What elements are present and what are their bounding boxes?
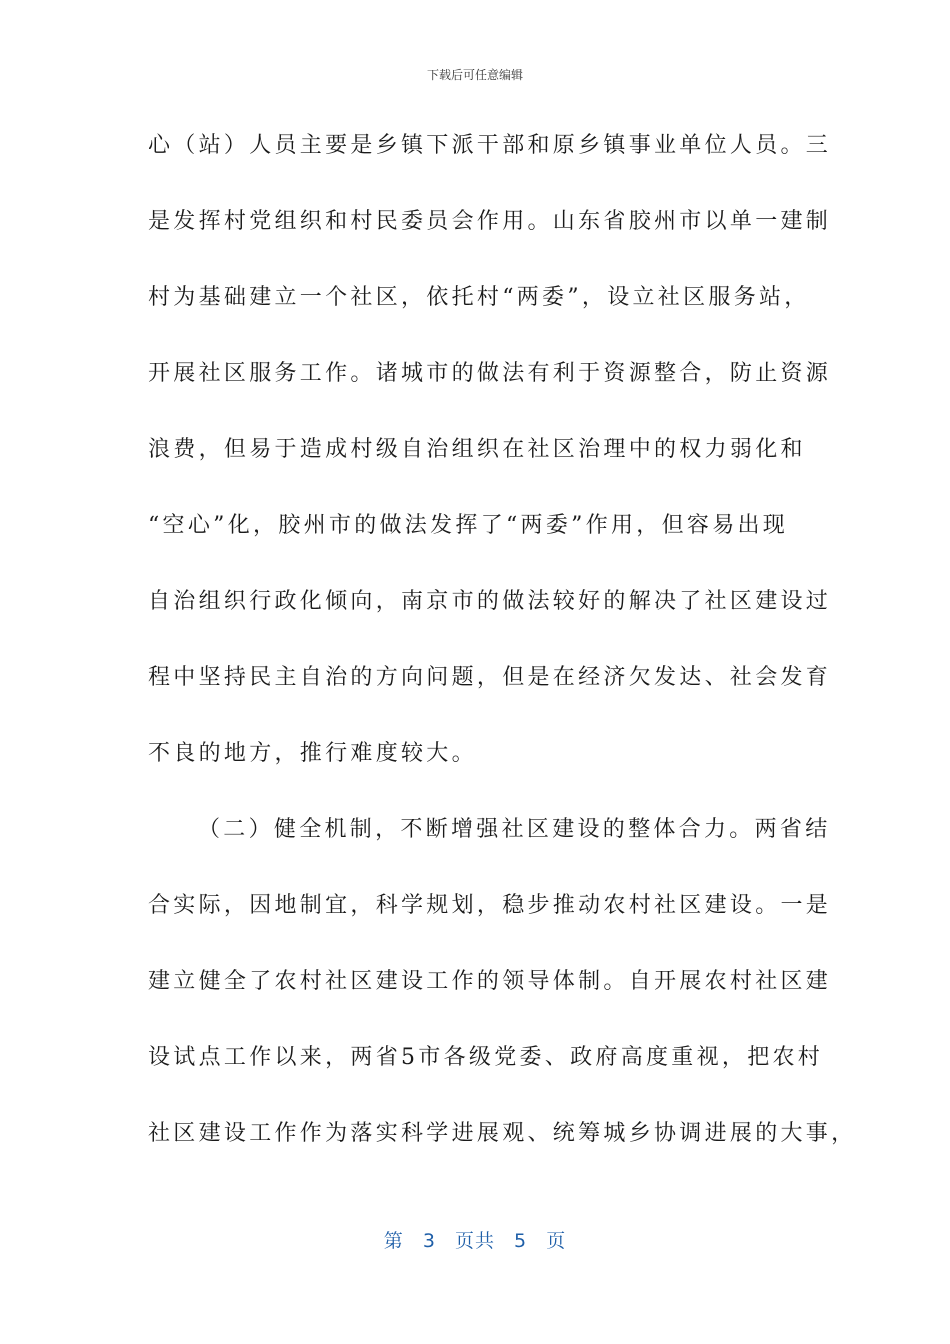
text-line: 自治组织行政化倾向，南京市的做法较好的解决了社区建设过 bbox=[148, 589, 832, 614]
document-body bbox=[148, 126, 857, 1190]
page-suffix: 页 bbox=[546, 1230, 567, 1252]
text-line: 程中坚持民主自治的方向问题，但是在经济欠发达、社会发育 bbox=[148, 665, 832, 690]
text-line: 建立健全了农村社区建设工作的领导体制。自开展农村社区建 bbox=[148, 969, 832, 994]
page-mid: 页共 bbox=[454, 1230, 495, 1252]
text-line: 设试点工作以来，两省5市各级党委、政府高度重视，把农村 bbox=[148, 1045, 824, 1070]
text-line: 合实际，因地制宜，科学规划，稳步推动农村社区建设。一是 bbox=[148, 893, 832, 918]
text-line: 心（站）人员主要是乡镇下派干部和原乡镇事业单位人员。三 bbox=[148, 133, 832, 158]
text-line: 不良的地方，推行难度较大。 bbox=[148, 741, 477, 766]
page-number-footer bbox=[0, 1226, 950, 1253]
page-header-note: 下载后可任意编辑 bbox=[426, 68, 523, 82]
section-heading-line: （二）健全机制，不断增强社区建设的整体合力。两省结 bbox=[198, 817, 831, 842]
text-line: “空心”化，胶州市的做法发挥了“两委”作用，但容易出现 bbox=[148, 513, 789, 538]
text-line: 是发挥村党组织和村民委员会作用。山东省胶州市以单一建制 bbox=[148, 209, 832, 234]
current-page-number: 3 bbox=[422, 1230, 436, 1252]
text-line: 村为基础建立一个社区，依托村“两委”，设立社区服务站， bbox=[148, 285, 810, 310]
text-line: 浪费，但易于造成村级自治组织在社区治理中的权力弱化和 bbox=[148, 437, 806, 462]
total-pages-number: 5 bbox=[514, 1230, 528, 1252]
text-line: 社区建设工作作为落实科学进展观、统筹城乡协调进展的大事， bbox=[148, 1121, 857, 1146]
text-line: 开展社区服务工作。诸城市的做法有利于资源整合，防止资源 bbox=[148, 361, 832, 386]
page-prefix: 第 bbox=[383, 1230, 404, 1252]
